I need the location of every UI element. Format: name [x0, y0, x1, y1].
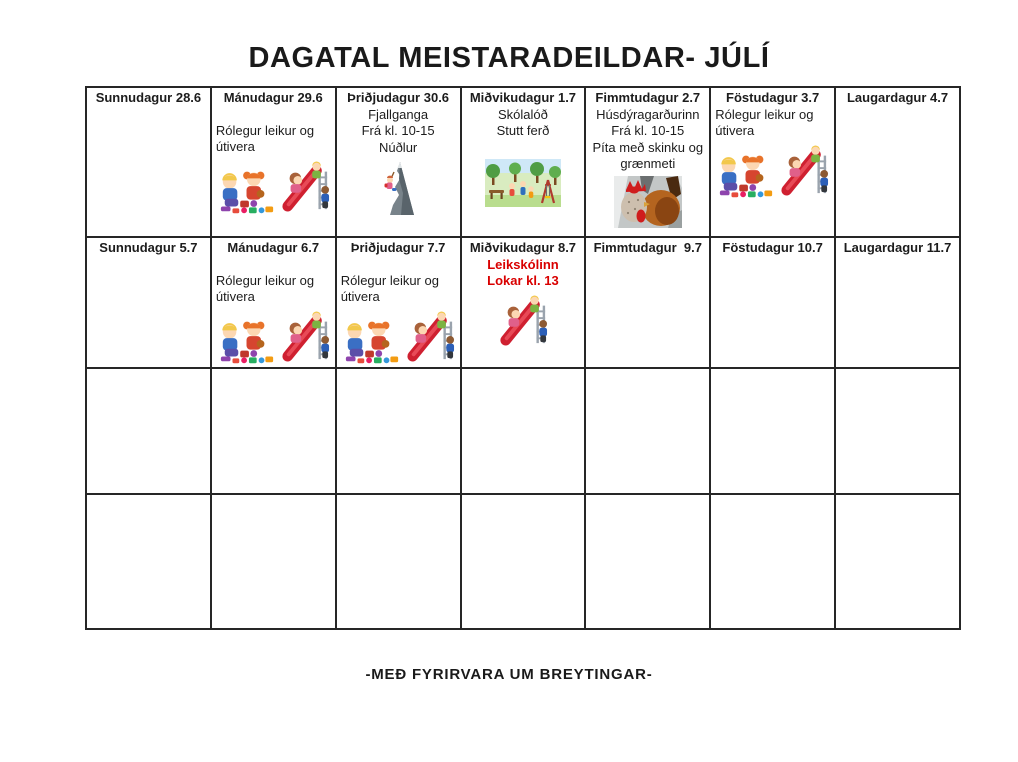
cell-images — [465, 293, 582, 349]
activity-line: Núðlur — [378, 139, 418, 155]
activity-line: Húsdýragarðurinn — [596, 106, 700, 122]
closure-notice-line: Leikskólinn — [487, 256, 559, 272]
calendar-day-cell — [835, 237, 960, 368]
calendar-day-cell — [336, 87, 461, 237]
rooster-photo — [614, 176, 682, 228]
day-header: Föstudagur 10.7 — [722, 240, 823, 255]
cell-images — [340, 159, 457, 215]
kids-playing-clipart — [716, 149, 776, 199]
calendar-day-cell — [710, 87, 835, 237]
cell-images — [340, 309, 457, 365]
cell-images — [215, 309, 332, 365]
calendar-day-cell — [336, 368, 461, 494]
day-header: Þriðjudagur 30.6 — [347, 90, 450, 105]
day-header: Laugardagur 4.7 — [846, 90, 949, 105]
calendar-week-row — [86, 494, 960, 629]
calendar-day-cell — [710, 368, 835, 494]
activity-line: Stutt ferð — [496, 123, 550, 139]
calendar-day-cell — [211, 368, 336, 494]
cell-images — [589, 176, 706, 228]
calendar-day-cell — [336, 237, 461, 368]
calendar-day-cell — [336, 494, 461, 629]
day-header: Laugardagur 11.7 — [843, 240, 952, 255]
playground-clipart — [485, 159, 561, 207]
calendar-day-cell — [835, 87, 960, 237]
day-header: Þriðjudagur 7.7 — [350, 240, 446, 255]
day-header: Föstudagur 3.7 — [726, 90, 820, 105]
day-header: Mánudagur 6.7 — [227, 240, 320, 255]
spacer-line — [215, 257, 332, 273]
day-header: Sunnudagur 28.6 — [95, 90, 202, 105]
activity-line: Rólegur leikur og útivera — [340, 272, 439, 305]
red-slide-clipart — [405, 309, 455, 365]
activity-line: Frá kl. 10-15 — [611, 123, 685, 139]
calendar-page — [0, 42, 1018, 683]
calendar-day-cell — [461, 237, 586, 368]
calendar-week-row — [86, 87, 960, 237]
calendar-day-cell — [86, 237, 211, 368]
activity-line: Píta með skinku og grænmeti — [592, 139, 704, 172]
calendar-day-cell — [585, 368, 710, 494]
day-header: Miðvikudagur 1.7 — [469, 90, 577, 105]
calendar-day-cell — [461, 87, 586, 237]
calendar-day-cell — [86, 87, 211, 237]
red-slide-clipart — [280, 309, 330, 365]
red-slide-clipart — [779, 143, 829, 199]
day-header: Fimmtudagur 2.7 — [595, 90, 701, 105]
cell-images — [465, 159, 582, 207]
mountain-climbing-clipart — [370, 159, 426, 215]
activity-line: Rólegur leikur og útivera — [215, 122, 315, 155]
day-header: Miðvikudagur 8.7 — [469, 240, 577, 255]
day-header: Sunnudagur 5.7 — [99, 240, 198, 255]
activity-line: Fjallganga — [368, 106, 429, 122]
kids-playing-clipart — [342, 315, 402, 365]
activity-line: Skólalóð — [498, 106, 548, 122]
activity-line: Rólegur leikur og útivera — [715, 106, 814, 139]
red-slide-clipart — [498, 293, 548, 349]
calendar-week-row — [86, 237, 960, 368]
calendar-day-cell — [86, 368, 211, 494]
calendar-day-cell — [585, 237, 710, 368]
kids-playing-clipart — [217, 165, 277, 215]
calendar-day-cell — [86, 494, 211, 629]
day-header: Fimmtudagur 9.7 — [593, 240, 702, 255]
calendar-day-cell — [585, 494, 710, 629]
activity-line: Rólegur leikur og útivera — [215, 272, 315, 305]
spacer-line — [215, 107, 332, 123]
calendar-day-cell — [211, 237, 336, 368]
calendar-day-cell — [710, 237, 835, 368]
day-header: Mánudagur 29.6 — [223, 90, 323, 105]
activity-line: Frá kl. 10-15 — [361, 123, 435, 139]
kids-playing-clipart — [217, 315, 277, 365]
calendar-week-row — [86, 368, 960, 494]
closure-notice-line: Lokar kl. 13 — [487, 273, 559, 289]
spacer-line — [340, 257, 457, 273]
footer-disclaimer: -MEÐ FYRIRVARA UM BREYTINGAR- — [365, 665, 653, 683]
cell-images — [714, 143, 831, 199]
calendar-day-cell — [461, 368, 586, 494]
calendar-day-cell — [835, 494, 960, 629]
calendar-day-cell — [461, 494, 586, 629]
page-title: DAGATAL MEISTARADEILDAR- JÚLÍ — [248, 42, 770, 74]
red-slide-clipart — [280, 159, 330, 215]
calendar-day-cell — [211, 494, 336, 629]
calendar-table — [85, 86, 961, 630]
calendar-day-cell — [211, 87, 336, 237]
calendar-day-cell — [585, 87, 710, 237]
calendar-day-cell — [710, 494, 835, 629]
spacer-line — [465, 140, 582, 156]
calendar-day-cell — [835, 368, 960, 494]
cell-images — [215, 159, 332, 215]
